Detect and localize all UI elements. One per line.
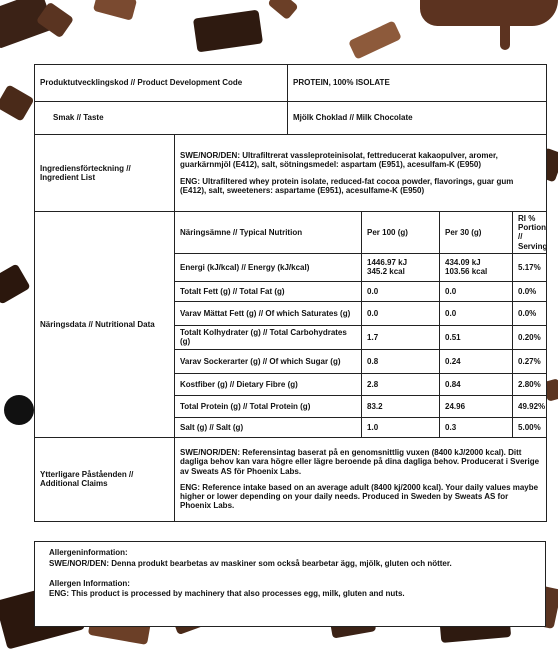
nutrition-header-ri: RI % Portion // Serving <box>513 212 547 254</box>
nutrition-header-name: Näringsämne // Typical Nutrition <box>175 212 362 254</box>
nutrient-ri: 5.17% <box>513 253 547 281</box>
nutrient-per100: 0.0 <box>362 281 440 301</box>
nutrient-per100: 1.0 <box>362 417 440 437</box>
nutrition-section-label: Näringsdata // Nutritional Data <box>35 212 175 438</box>
ingredients-eng: ENG: Ultrafiltered whey protein isolate, reduced-fat cocoa powder, flavorings, guar gum (E412), salt, sweeteners: aspartame (E951), acesulfame-K (E950) <box>180 177 514 196</box>
nutrient-ri: 0.0% <box>513 301 547 325</box>
nutrient-per30: 434.09 kJ 103.56 kcal <box>440 253 513 281</box>
spec-table <box>34 64 547 522</box>
nutrient-ri: 0.27% <box>513 349 547 373</box>
chocolate-piece <box>348 20 402 59</box>
nutrient-name: Total Protein (g) // Total Protein (g) <box>175 395 362 417</box>
chocolate-piece <box>93 0 137 21</box>
nutrient-per30: 0.3 <box>440 417 513 437</box>
allergen-text-swe: SWE/NOR/DEN: Denna produkt bearbetas av maskiner som också bearbetar ägg, mjölk, gluten och nötter. <box>49 558 452 568</box>
nutrient-per100: 0.0 <box>362 301 440 325</box>
nutrient-per30: 0.24 <box>440 349 513 373</box>
nutrient-ri: 2.80% <box>513 373 547 395</box>
nutrition-header-row <box>35 212 547 254</box>
ingredients-swe: SWE/NOR/DEN: Ultrafiltrerat vassleproteinisolat, fettreducerat kakaopulver, aromer, guarkärnmjöl (E412), salt, sötningsmedel: aspartam (E951), acesulfam-K (E950) <box>180 150 498 169</box>
chocolate-piece <box>0 263 31 304</box>
chocolate-piece <box>193 10 263 53</box>
nutrient-per100: 1.7 <box>362 325 440 349</box>
nutrient-per100: 83.2 <box>362 395 440 417</box>
nutrient-per100: 0.8 <box>362 349 440 373</box>
nutrient-name: Varav Mättat Fett (g) // Of which Saturates (g) <box>175 301 362 325</box>
claims-eng: ENG: Reference intake based on an average adult (8400 kj/2000 kcal). Your daily values maybe higher or lower depending on your daily needs. Produced in Sweden by Sweats AS for Phoenix Labs. <box>180 482 539 511</box>
allergen-heading-swe: Allergeninformation: <box>49 548 128 557</box>
chocolate-piece <box>267 0 298 20</box>
product-code-label: Produktutvecklingskod // Product Development Code <box>35 65 288 102</box>
nutrient-name: Salt (g) // Salt (g) <box>175 417 362 437</box>
product-code-value: PROTEIN, 100% ISOLATE <box>288 65 547 102</box>
chocolate-drip <box>420 0 558 26</box>
nutrient-per30: 0.84 <box>440 373 513 395</box>
chocolate-drip <box>500 20 510 50</box>
nutrient-per30: 0.0 <box>440 301 513 325</box>
nutrient-ri: 49.92% <box>513 395 547 417</box>
nutrient-name: Energi (kJ/kcal) // Energy (kJ/kcal) <box>175 253 362 281</box>
nutrient-name: Totalt Fett (g) // Total Fat (g) <box>175 281 362 301</box>
allergen-heading-eng: Allergen Information: <box>49 578 130 588</box>
nutrient-per30: 0.51 <box>440 325 513 349</box>
claims-swe: SWE/NOR/DEN: Referensintag baserat på en genomsnittlig vuxen (8400 kJ/2000 kcal). Ditt dagliga behov kan vara högre eller lägre beroende på dina dagliga behov. Producerat i Sverige av Sweats AS för Phoenix Labs. <box>180 448 540 476</box>
nutrient-name: Kostfiber (g) // Dietary Fibre (g) <box>175 373 362 395</box>
nutrient-per30: 24.96 <box>440 395 513 417</box>
taste-value: Mjölk Choklad // Milk Chocolate <box>288 102 547 135</box>
nutrient-ri: 5.00% <box>513 417 547 437</box>
nutrition-header-per100: Per 100 (g) <box>362 212 440 254</box>
nutrient-ri: 0.0% <box>513 281 547 301</box>
chocolate-piece <box>0 84 34 122</box>
nutrient-ri: 0.20% <box>513 325 547 349</box>
ingredients-text <box>175 135 547 212</box>
nutrient-per100: 2.8 <box>362 373 440 395</box>
taste-label: Smak // Taste <box>35 102 288 135</box>
nutrient-name: Totalt Kolhydrater (g) // Total Carbohydrates (g) <box>175 325 362 349</box>
nutrient-per100: 1446.97 kJ 345.2 kcal <box>362 253 440 281</box>
nutrient-per30: 0.0 <box>440 281 513 301</box>
nutrient-name: Varav Sockerarter (g) // Of which Sugar (g) <box>175 349 362 373</box>
allergen-text-eng: ENG: This product is processed by machinery that also processes egg, milk, gluten and nuts. <box>49 589 405 599</box>
claims-text <box>175 437 547 521</box>
ingredients-label: Ingrediensförteckning // Ingredient List <box>35 135 175 212</box>
chocolate-piece <box>4 395 34 425</box>
allergen-box <box>34 541 546 627</box>
claims-label: Ytterligare Påståenden // Additional Claims <box>35 437 175 521</box>
nutrition-header-per30: Per 30 (g) <box>440 212 513 254</box>
product-spec-sheet <box>34 64 546 522</box>
